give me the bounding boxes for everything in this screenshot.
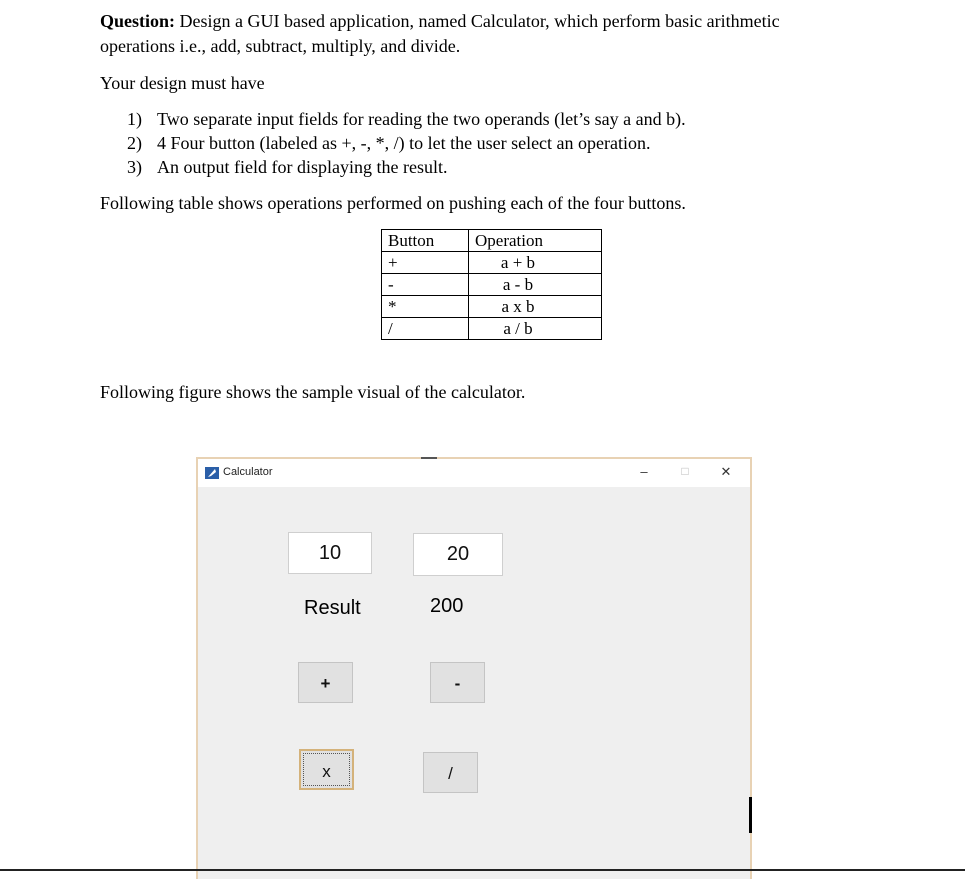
requirement-item: 2) 4 Four button (labeled as +, -, *, /) to let the user select an operation. (127, 133, 651, 153)
table-cell: * (382, 296, 469, 318)
table-row (382, 252, 602, 274)
table-row (382, 274, 602, 296)
close-button[interactable]: ✕ (720, 464, 732, 479)
divide-button[interactable]: / (423, 752, 478, 793)
operand-b-input[interactable]: 20 (413, 533, 503, 576)
question-line-2: operations i.e., add, subtract, multiply, and divide. (100, 36, 461, 56)
table-header-row (382, 230, 602, 252)
window-title: Calculator (223, 466, 273, 478)
title-bar[interactable] (198, 459, 750, 487)
title-bar-accent (421, 457, 437, 459)
table-cell: a x b (469, 296, 602, 318)
subtract-button[interactable]: - (430, 662, 485, 703)
add-button[interactable]: + (298, 662, 353, 703)
table-header: Operation (469, 230, 602, 252)
requirement-item: 3) An output field for displaying the result. (127, 157, 448, 177)
maximize-button[interactable]: □ (681, 464, 689, 478)
design-intro: Your design must have (100, 73, 265, 93)
question-text: Design a GUI based application, named Calculator, which perform basic arithmetic (175, 11, 780, 31)
feather-icon (205, 467, 219, 479)
operand-a-input[interactable]: 10 (288, 532, 372, 574)
table-intro: Following table shows operations performed on pushing each of the four buttons. (100, 193, 686, 213)
question-label: Question: (100, 11, 176, 31)
result-label: Result (304, 597, 361, 619)
table-header: Button (382, 230, 469, 252)
table-cell: a - b (469, 274, 602, 296)
table-cell: a / b (469, 318, 602, 340)
table-cell: + (382, 252, 469, 274)
table-row (382, 318, 602, 340)
window-edge-mark (749, 797, 752, 833)
operations-table (381, 229, 602, 340)
minimize-button[interactable]: – (640, 464, 648, 479)
figure-intro: Following figure shows the sample visual of the calculator. (100, 382, 526, 402)
page-bottom-rule (0, 869, 965, 871)
question-line-1 (100, 10, 780, 32)
requirement-item: 1) Two separate input fields for reading the two operands (let’s say a and b). (127, 109, 686, 129)
table-cell: / (382, 318, 469, 340)
result-value: 200 (430, 595, 464, 617)
calculator-window (196, 457, 752, 879)
table-cell: - (382, 274, 469, 296)
table-cell: a + b (469, 252, 602, 274)
multiply-button[interactable]: x (299, 749, 354, 790)
table-row (382, 296, 602, 318)
